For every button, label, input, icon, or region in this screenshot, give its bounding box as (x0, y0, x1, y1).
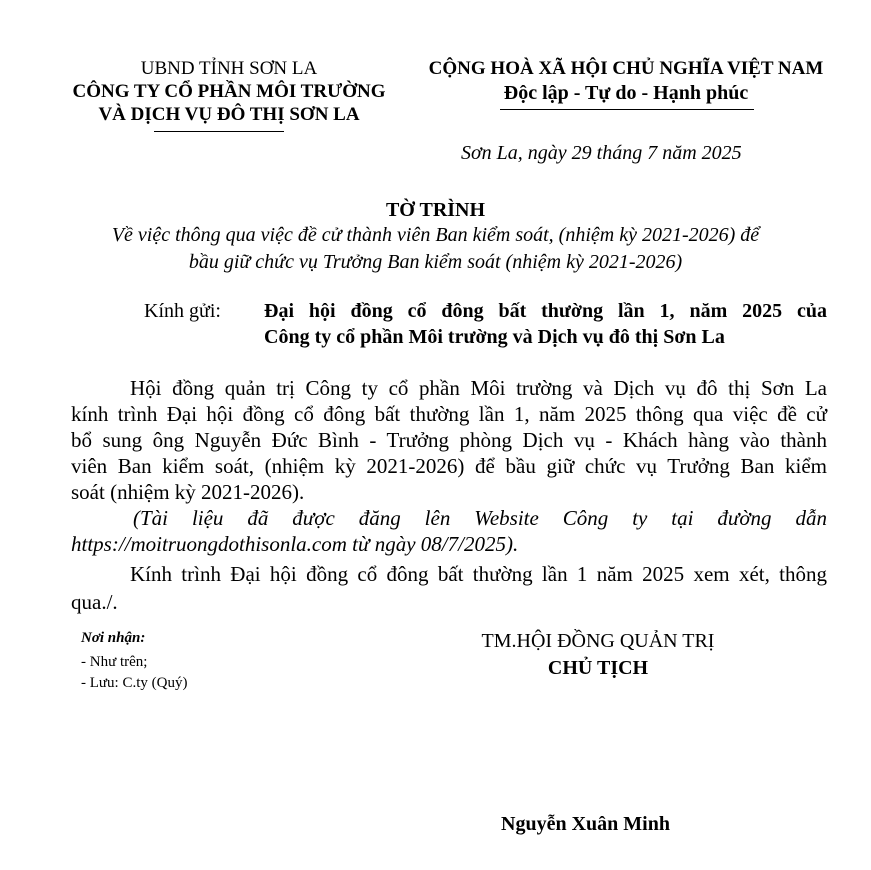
document-title: TỜ TRÌNH (385, 199, 486, 221)
signature-position: CHỦ TỊCH (547, 657, 649, 679)
signer-name: Nguyễn Xuân Minh (501, 813, 670, 835)
signature-organization: TM.HỘI ĐỒNG QUẢN TRỊ (481, 630, 715, 652)
authority-name: UBND TỈNH SƠN LA (140, 58, 318, 79)
national-motto: Độc lập - Tự do - Hạnh phúc (503, 82, 749, 104)
header-left-underline (154, 131, 284, 132)
body-p1-line5: soát (nhiệm kỳ 2021-2026). (71, 480, 305, 504)
body-p1-line4: viên Ban kiểm soát, (nhiệm kỳ 2021-2026) để bầu giữ chức vụ Trưởng Ban kiểm (71, 454, 827, 478)
body-p1-line3: bổ sung ông Nguyễn Đức Bình - Trưởng phòng Dịch vụ - Khách hàng vào thành (71, 428, 827, 452)
recipients-list-item: - Như trên; (81, 654, 148, 670)
body-p3-line1: Kính trình Đại hội đồng cổ đông bất thường lần 1 năm 2025 xem xét, thông (130, 562, 827, 586)
company-name-line2: VÀ DỊCH VỤ ĐÔ THỊ SƠN LA (98, 104, 360, 125)
national-title: CỘNG HOÀ XÃ HỘI CHỦ NGHĨA VIỆT NAM (428, 58, 824, 79)
date-line: Sơn La, ngày 29 tháng 7 năm 2025 (461, 142, 742, 164)
company-name-line1: CÔNG TY CỔ PHẦN MÔI TRƯỜNG (72, 81, 386, 102)
recipient-label: Kính gửi: (144, 300, 221, 322)
recipient-line2: Công ty cổ phần Môi trường và Dịch vụ đô thị Sơn La (264, 326, 725, 348)
recipient-line1: Đại hội đồng cổ đông bất thường lần 1, năm 2025 của (264, 300, 827, 322)
recipients-list-label: Nơi nhận: (81, 630, 146, 646)
body-p1-line1: Hội đồng quản trị Công ty cổ phần Môi trường và Dịch vụ đô thị Sơn La (130, 376, 827, 400)
body-p1-line2: kính trình Đại hội đồng cổ đông bất thường lần 1, năm 2025 thông qua việc đề cử (71, 402, 827, 426)
body-p3-line2: qua./. (71, 590, 118, 614)
body-p2-line2: https://moitruongdothisonla.com từ ngày 08/7/2025). (71, 532, 519, 556)
recipients-list-item: - Lưu: C.ty (Quý) (81, 675, 188, 691)
subtitle-line1: Về việc thông qua việc đề cử thành viên Ban kiểm soát, (nhiệm kỳ 2021-2026) để (111, 224, 760, 246)
body-p2-line1: (Tài liệu đã được đăng lên Website Công ty tại đường dẫn (133, 506, 827, 530)
header-right-underline (500, 109, 754, 110)
subtitle-line2: bầu giữ chức vụ Trưởng Ban kiểm soát (nhiệm kỳ 2021-2026) (188, 251, 683, 273)
